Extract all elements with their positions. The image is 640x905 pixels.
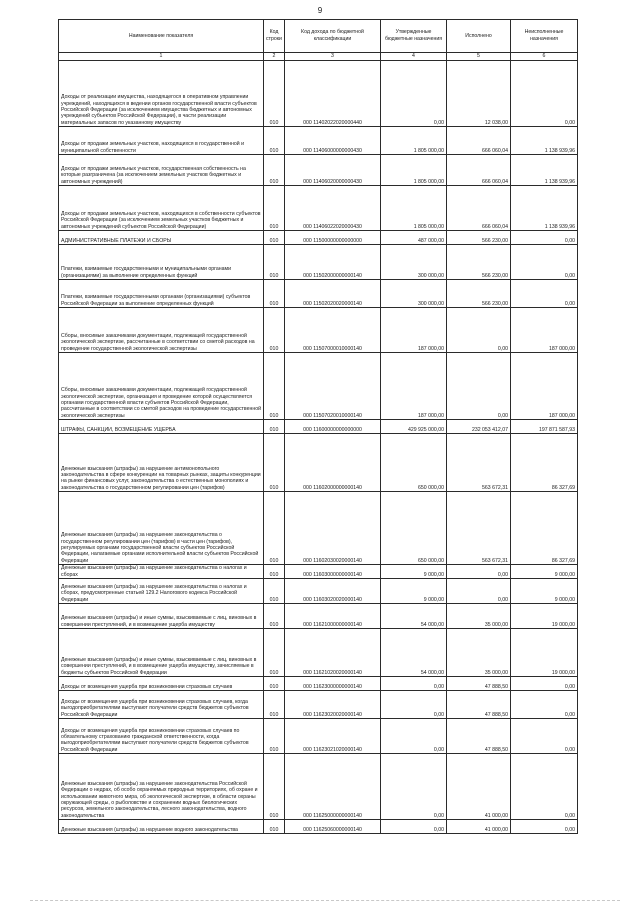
cell-line-code: 010 bbox=[264, 691, 285, 719]
cell-line-code: 010 bbox=[264, 604, 285, 629]
cell-unexecuted: 0,00 bbox=[511, 820, 578, 834]
cell-approved: 650 000,00 bbox=[381, 492, 447, 565]
header-budget-code: Код дохода по бюджетной классификации bbox=[285, 20, 381, 53]
cell-line-code: 010 bbox=[264, 420, 285, 434]
table-row bbox=[59, 420, 578, 434]
cell-unexecuted: 0,00 bbox=[511, 245, 578, 280]
table-row bbox=[59, 308, 578, 353]
header-approved: Утвержденные бюджетные назначения bbox=[381, 20, 447, 53]
header-row bbox=[59, 20, 578, 53]
column-number: 4 bbox=[381, 53, 447, 61]
cell-line-code: 010 bbox=[264, 245, 285, 280]
cell-budget-code: 000 11507000010000140 bbox=[285, 308, 381, 353]
cell-executed: 563 672,31 bbox=[447, 492, 511, 565]
cell-indicator-name: АДМИНИСТРАТИВНЫЕ ПЛАТЕЖИ И СБОРЫ bbox=[59, 231, 264, 245]
table-row bbox=[59, 353, 578, 420]
cell-approved: 429 925 000,00 bbox=[381, 420, 447, 434]
table-row bbox=[59, 691, 578, 719]
cell-executed: 35 000,00 bbox=[447, 604, 511, 629]
column-number: 2 bbox=[264, 53, 285, 61]
cell-budget-code: 000 11507020010000140 bbox=[285, 353, 381, 420]
cell-approved: 487 000,00 bbox=[381, 231, 447, 245]
column-number: 5 bbox=[447, 53, 511, 61]
cell-approved: 1 805 000,00 bbox=[381, 127, 447, 155]
cell-approved: 187 000,00 bbox=[381, 353, 447, 420]
cell-line-code: 010 bbox=[264, 155, 285, 186]
cell-executed: 0,00 bbox=[447, 353, 511, 420]
header-indicator-name: Наименование показателя bbox=[59, 20, 264, 53]
table-row bbox=[59, 245, 578, 280]
cell-budget-code: 000 11402022020000440 bbox=[285, 61, 381, 127]
revenue-report-table bbox=[58, 19, 578, 834]
header-unexecuted: Неисполненные назначения bbox=[511, 20, 578, 53]
cell-budget-code: 000 11406020000000430 bbox=[285, 155, 381, 186]
cell-unexecuted: 1 138 939,96 bbox=[511, 127, 578, 155]
cell-unexecuted: 0,00 bbox=[511, 61, 578, 127]
cell-indicator-name: Сборы, вносимые заказчиками документации, подлежащей государственной экологической экспертизе, организация и проведение которой осуществляется органами государственной власти субъектов Российской Федерации, рассчитанные в соответствии со сметой расходов на проведение государственной экологической экспертизы bbox=[59, 353, 264, 420]
cell-executed: 41 000,00 bbox=[447, 754, 511, 820]
cell-unexecuted: 0,00 bbox=[511, 231, 578, 245]
cell-unexecuted: 86 327,69 bbox=[511, 492, 578, 565]
scan-edge-line bbox=[30, 900, 620, 902]
cell-approved: 9 000,00 bbox=[381, 579, 447, 604]
cell-indicator-name: ШТРАФЫ, САНКЦИИ, ВОЗМЕЩЕНИЕ УЩЕРБА bbox=[59, 420, 264, 434]
cell-approved: 300 000,00 bbox=[381, 280, 447, 308]
table-row bbox=[59, 280, 578, 308]
header-line-code: Код строки bbox=[264, 20, 285, 53]
cell-unexecuted: 187 000,00 bbox=[511, 353, 578, 420]
cell-line-code: 010 bbox=[264, 820, 285, 834]
column-number: 6 bbox=[511, 53, 578, 61]
table-row bbox=[59, 677, 578, 691]
cell-approved: 0,00 bbox=[381, 754, 447, 820]
cell-executed: 35 000,00 bbox=[447, 629, 511, 677]
cell-indicator-name: Денежные взыскания (штрафы) за нарушение законодательства о государственном регулировании цен (тарифов) в части цен (тарифов), регулируемых органами государственной власти субъектов Российской Федерации, налагаемые органами исполнительной власти субъектов Российской Федерации bbox=[59, 492, 264, 565]
cell-indicator-name: Денежные взыскания (штрафы) за нарушение законодательства о налогах и сборах, предусмотренные статьей 129.2 Налогового кодекса Российской Федерации bbox=[59, 579, 264, 604]
cell-line-code: 010 bbox=[264, 754, 285, 820]
cell-budget-code: 000 11603000000000140 bbox=[285, 565, 381, 579]
cell-line-code: 010 bbox=[264, 186, 285, 231]
cell-line-code: 010 bbox=[264, 579, 285, 604]
cell-executed: 666 060,04 bbox=[447, 155, 511, 186]
cell-line-code: 010 bbox=[264, 629, 285, 677]
cell-unexecuted: 0,00 bbox=[511, 719, 578, 754]
cell-line-code: 010 bbox=[264, 677, 285, 691]
cell-unexecuted: 19 000,00 bbox=[511, 629, 578, 677]
cell-executed: 666 060,04 bbox=[447, 127, 511, 155]
cell-indicator-name: Сборы, вносимые заказчиками документации, подлежащей государственной экологической экспертизе, рассчитанные в соответствии со сметой расходов на проведение государственной экологической экспертизы bbox=[59, 308, 264, 353]
cell-unexecuted: 1 138 939,96 bbox=[511, 186, 578, 231]
cell-approved: 0,00 bbox=[381, 677, 447, 691]
cell-approved: 0,00 bbox=[381, 719, 447, 754]
cell-budget-code: 000 11603020020000140 bbox=[285, 579, 381, 604]
column-numbers-row bbox=[59, 53, 578, 61]
table-row bbox=[59, 61, 578, 127]
cell-indicator-name: Платежи, взимаемые государственными и муниципальными органами (организациями) за выполнение определенных функций bbox=[59, 245, 264, 280]
cell-line-code: 010 bbox=[264, 434, 285, 492]
header-executed: Исполнено bbox=[447, 20, 511, 53]
cell-indicator-name: Платежи, взимаемые государственными органами (организациями) субъектов Российской Федерации за выполнение определенных функций bbox=[59, 280, 264, 308]
cell-line-code: 010 bbox=[264, 231, 285, 245]
cell-executed: 0,00 bbox=[447, 308, 511, 353]
cell-indicator-name: Денежные взыскания (штрафы) и иные суммы, взыскиваемые с лиц, виновных в совершении преступлений, и в возмещение ущерба имуществу bbox=[59, 604, 264, 629]
column-number: 3 bbox=[285, 53, 381, 61]
table-row bbox=[59, 579, 578, 604]
cell-approved: 0,00 bbox=[381, 691, 447, 719]
cell-indicator-name: Доходы от реализации имущества, находящегося в оперативном управлении учреждений, находящихся в ведении органов государственной власти субъектов Российской Федерации (за исключением имущества бюджетных и автономных учреждений субъектов Российской Федерации), в части реализации материальных запасов по указанному имуществу bbox=[59, 61, 264, 127]
cell-unexecuted: 0,00 bbox=[511, 677, 578, 691]
cell-line-code: 010 bbox=[264, 353, 285, 420]
cell-budget-code: 000 11602000000000140 bbox=[285, 434, 381, 492]
cell-unexecuted: 19 000,00 bbox=[511, 604, 578, 629]
cell-line-code: 010 bbox=[264, 308, 285, 353]
table-row bbox=[59, 127, 578, 155]
table-row bbox=[59, 565, 578, 579]
cell-unexecuted: 86 327,69 bbox=[511, 434, 578, 492]
cell-executed: 47 888,50 bbox=[447, 719, 511, 754]
cell-budget-code: 000 11623000000000140 bbox=[285, 677, 381, 691]
cell-unexecuted: 9 000,00 bbox=[511, 579, 578, 604]
cell-budget-code: 000 11625000000000140 bbox=[285, 754, 381, 820]
cell-unexecuted: 187 000,00 bbox=[511, 308, 578, 353]
cell-executed: 41 000,00 bbox=[447, 820, 511, 834]
cell-budget-code: 000 11502000000000140 bbox=[285, 245, 381, 280]
cell-indicator-name: Денежные взыскания (штрафы) за нарушение антимонопольного законодательства в сфере конкуренции на товарных рынках, защиты конкуренции на рынке финансовых услуг, законодательства о естественных монополиях и законодательства о государственном регулировании цен (тарифов) bbox=[59, 434, 264, 492]
cell-line-code: 010 bbox=[264, 127, 285, 155]
cell-executed: 0,00 bbox=[447, 565, 511, 579]
cell-indicator-name: Доходы от возмещения ущерба при возникновении страховых случаев по обязательному страхованию гражданской ответственности, когда выгодоприобретателями выступают получатели средств бюджетов субъектов Российской Федерации bbox=[59, 719, 264, 754]
table-row bbox=[59, 754, 578, 820]
cell-indicator-name: Доходы от возмещения ущерба при возникновении страховых случаев bbox=[59, 677, 264, 691]
cell-indicator-name: Доходы от продажи земельных участков, государственная собственность на которые разграничена (за исключением земельных участков бюджетных и автономных учреждений) bbox=[59, 155, 264, 186]
cell-line-code: 010 bbox=[264, 61, 285, 127]
cell-approved: 0,00 bbox=[381, 61, 447, 127]
cell-executed: 566 230,00 bbox=[447, 245, 511, 280]
cell-unexecuted: 9 000,00 bbox=[511, 565, 578, 579]
table-row bbox=[59, 492, 578, 565]
page-number: 9 bbox=[317, 6, 323, 15]
cell-indicator-name: Доходы от продажи земельных участков, находящихся в государственной и муниципальной собственности bbox=[59, 127, 264, 155]
cell-unexecuted: 0,00 bbox=[511, 754, 578, 820]
cell-unexecuted: 0,00 bbox=[511, 691, 578, 719]
cell-executed: 566 230,00 bbox=[447, 231, 511, 245]
cell-line-code: 010 bbox=[264, 280, 285, 308]
cell-indicator-name: Денежные взыскания (штрафы) и иные суммы, взыскиваемые с лиц, виновных в совершении преступлений, и в возмещение ущерба имуществу, зачисляемые в бюджеты субъектов Российской Федерации bbox=[59, 629, 264, 677]
cell-budget-code: 000 11602030020000140 bbox=[285, 492, 381, 565]
cell-approved: 0,00 bbox=[381, 820, 447, 834]
cell-budget-code: 000 11625060000000140 bbox=[285, 820, 381, 834]
cell-budget-code: 000 11406022020000430 bbox=[285, 186, 381, 231]
cell-indicator-name: Денежные взыскания (штрафы) за нарушение водного законодательства bbox=[59, 820, 264, 834]
cell-approved: 54 000,00 bbox=[381, 629, 447, 677]
table-row bbox=[59, 155, 578, 186]
cell-approved: 650 000,00 bbox=[381, 434, 447, 492]
cell-indicator-name: Доходы от возмещения ущерба при возникновении страховых случаев, когда выгодоприобретателями выступают получатели средств бюджетов субъектов Российской Федерации bbox=[59, 691, 264, 719]
cell-unexecuted: 0,00 bbox=[511, 280, 578, 308]
cell-line-code: 010 bbox=[264, 492, 285, 565]
cell-indicator-name: Доходы от продажи земельных участков, находящихся в собственности субъектов Российской Федерации (за исключением земельных участков бюджетных и автономных учреждений субъектов Российской Федерации) bbox=[59, 186, 264, 231]
cell-unexecuted: 1 138 939,96 bbox=[511, 155, 578, 186]
cell-executed: 47 888,50 bbox=[447, 677, 511, 691]
table-row bbox=[59, 231, 578, 245]
cell-budget-code: 000 11621000000000140 bbox=[285, 604, 381, 629]
cell-executed: 12 038,00 bbox=[447, 61, 511, 127]
cell-budget-code: 000 11406000000000430 bbox=[285, 127, 381, 155]
cell-executed: 232 053 412,07 bbox=[447, 420, 511, 434]
cell-budget-code: 000 11500000000000000 bbox=[285, 231, 381, 245]
cell-approved: 1 805 000,00 bbox=[381, 155, 447, 186]
cell-indicator-name: Денежные взыскания (штрафы) за нарушение законодательства о налогах и сборах bbox=[59, 565, 264, 579]
table-row bbox=[59, 434, 578, 492]
cell-budget-code: 000 11621020020000140 bbox=[285, 629, 381, 677]
cell-executed: 666 060,04 bbox=[447, 186, 511, 231]
cell-indicator-name: Денежные взыскания (штрафы) за нарушение законодательства Российской Федерации о недрах, об особо охраняемых природных территориях, об охране и использовании животного мира, об экологической экспертизе, в области охраны окружающей среды, о рыболовстве и сохранении водных биологических ресурсов, земельного законодательства, лесного законодательства, водного законодательства bbox=[59, 754, 264, 820]
cell-approved: 9 000,00 bbox=[381, 565, 447, 579]
cell-approved: 1 805 000,00 bbox=[381, 186, 447, 231]
column-number: 1 bbox=[59, 53, 264, 61]
cell-budget-code: 000 11502020020000140 bbox=[285, 280, 381, 308]
table-row bbox=[59, 820, 578, 834]
cell-executed: 563 672,31 bbox=[447, 434, 511, 492]
table-row bbox=[59, 719, 578, 754]
cell-executed: 47 888,50 bbox=[447, 691, 511, 719]
cell-budget-code: 000 11600000000000000 bbox=[285, 420, 381, 434]
cell-approved: 187 000,00 bbox=[381, 308, 447, 353]
cell-approved: 300 000,00 bbox=[381, 245, 447, 280]
cell-unexecuted: 197 871 587,93 bbox=[511, 420, 578, 434]
table-row bbox=[59, 629, 578, 677]
cell-approved: 54 000,00 bbox=[381, 604, 447, 629]
cell-line-code: 010 bbox=[264, 565, 285, 579]
table-row bbox=[59, 604, 578, 629]
table-row bbox=[59, 186, 578, 231]
cell-budget-code: 000 11623020020000140 bbox=[285, 691, 381, 719]
cell-executed: 566 230,00 bbox=[447, 280, 511, 308]
cell-executed: 0,00 bbox=[447, 579, 511, 604]
cell-line-code: 010 bbox=[264, 719, 285, 754]
cell-budget-code: 000 11623021020000140 bbox=[285, 719, 381, 754]
